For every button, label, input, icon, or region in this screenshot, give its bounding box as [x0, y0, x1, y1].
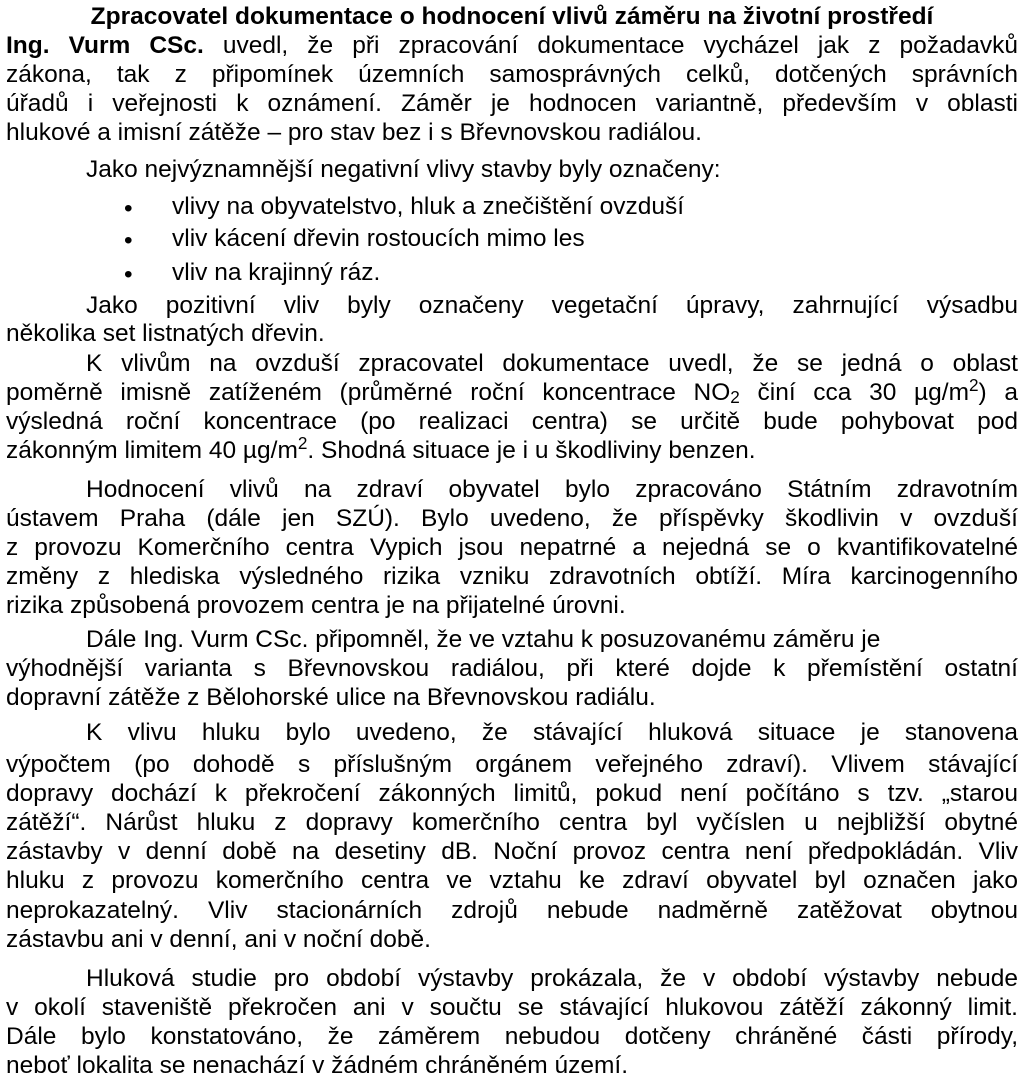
paragraph-4-text: činí cca 30 µg/m — [739, 379, 969, 406]
paragraph-6-line-2: výhodnější varianta s Břevnovskou radiálou, při které dojde k přemístění ostatní — [6, 655, 1018, 682]
paragraph-7-line-8: zástavbu ani v denní, ani v noční době. — [6, 926, 431, 953]
paragraph-5-line-2: ústavem Praha (dále jen SZÚ). Bylo uvedeno, že příspěvky škodlivin v ovzduší — [6, 505, 1018, 532]
subscript: 2 — [730, 387, 740, 407]
bullet-icon: • — [124, 261, 133, 288]
paragraph-7-line-3: dopravy dochází k překročení zákonných limitů, pokud není počítáno s tzv. „starou — [6, 780, 1018, 807]
superscript: 2 — [297, 436, 308, 453]
bullet-item-1: vlivy na obyvatelstvo, hluk a znečištění ovzduší — [172, 193, 685, 220]
paragraph-4-text: ) a — [978, 379, 1018, 406]
paragraph-7-line-6: hluku z provozu komerčního centra ve vztahu ke zdraví obyvatel byl označen jako — [6, 867, 1018, 894]
paragraph-3-line-2: několika set listnatých dřevin. — [6, 320, 325, 347]
paragraph-8-line-4: neboť lokalita se nenachází v žádném chráněném území. — [6, 1052, 629, 1079]
paragraph-1-line-1 — [6, 31, 1018, 60]
paragraph-7-line-4: zátěží“. Nárůst hluku z dopravy komerčního centra byl vyčíslen u nejbližší obytné — [6, 809, 1018, 836]
paragraph-8-line-1: Hluková studie pro období výstavby prokázala, že v období výstavby nebude — [86, 965, 1018, 992]
paragraph-7-line-5: zástavby v denní době na desetiny dB. Noční provoz centra není předpokládán. Vliv — [6, 838, 1018, 865]
paragraph-7-line-2: výpočtem (po dohodě s příslušným orgánem veřejného zdraví). Vlivem stávající — [6, 751, 1018, 778]
bullet-icon: • — [124, 227, 133, 254]
paragraph-8-line-2: v okolí staveniště překročen ani v součtu se stávající hlukovou zátěží zákonný limit. — [6, 994, 1018, 1021]
paragraph-4-text: . Shodná situace je i u škodliviny benzen. — [307, 437, 756, 464]
paragraph-5-line-1: Hodnocení vlivů na zdraví obyvatel bylo zpracováno Státním zdravotním — [86, 476, 1018, 503]
author-name: Ing. Vurm CSc. — [6, 32, 204, 59]
bullet-icon: • — [124, 195, 133, 222]
paragraph-5-line-3: z provozu Komerčního centra Vypich jsou nepatrné a nejedná se o kvantifikovatelné — [6, 534, 1018, 561]
paragraph-1-line-2: zákona, tak z připomínek územních samosprávných celků, dotčených správních — [6, 61, 1018, 88]
paragraph-4-text: poměrně imisně zatíženém (průměrné roční koncentrace NO — [6, 379, 731, 406]
paragraph-6-line-1: Dále Ing. Vurm CSc. připomněl, že ve vztahu k posuzovanému záměru je — [86, 626, 881, 653]
bullet-item-3: vliv na krajinný ráz. — [172, 259, 381, 286]
bullet-item-2: vliv kácení dřevin rostoucích mimo les — [172, 225, 585, 252]
paragraph-7-line-1: K vlivu hluku bylo uvedeno, že stávající hluková situace je stanovena — [86, 719, 1018, 746]
paragraph-1-line-4: hlukové a imisní zátěže – pro stav bez i s Břevnovskou radiálou. — [6, 119, 702, 146]
paragraph-1-text: uvedl, že při zpracování dokumentace vycházel jak z požadavků — [203, 32, 1018, 59]
paragraph-4-line-3: výsledná roční koncentrace (po realizaci centra) se určitě bude pohybovat pod — [6, 408, 1018, 435]
paragraph-6-line-3: dopravní zátěže z Bělohorské ulice na Břevnovskou radiálu. — [6, 684, 656, 711]
paragraph-4-line-1: K vlivům na ovzduší zpracovatel dokumentace uvedl, že se jedná o oblast — [86, 350, 1018, 377]
paragraph-3-line-1: Jako pozitivní vliv byly označeny vegetační úpravy, zahrnující výsadbu — [86, 292, 1018, 319]
paragraph-5-line-4: změny z hlediska výsledného rizika vzniku zdravotních obtíží. Míra karcinogenního — [6, 563, 1018, 590]
paragraph-5-line-5: rizika způsobená provozem centra je na přijatelné úrovni. — [6, 592, 626, 619]
paragraph-8-line-3: Dále bylo konstatováno, že záměrem nebudou dotčeny chráněné části přírody, — [6, 1023, 1018, 1050]
paragraph-4-line-2 — [6, 378, 1018, 407]
paragraph-4-text: zákonným limitem 40 µg/m — [6, 437, 298, 464]
paragraph-1-line-3: úřadů i veřejnosti k oznámení. Záměr je hodnocen variantně, především v oblasti — [6, 90, 1018, 117]
document-heading: Zpracovatel dokumentace o hodnocení vlivů záměru na životní prostředí — [90, 3, 934, 30]
paragraph-4-line-4 — [6, 436, 1018, 465]
paragraph-7-line-7: neprokazatelný. Vliv stacionárních zdrojů nebude nadměrně zatěžovat obytnou — [6, 897, 1018, 924]
superscript: 2 — [969, 378, 979, 395]
paragraph-2-intro: Jako nejvýznamnější negativní vlivy stavby byly označeny: — [86, 156, 721, 183]
